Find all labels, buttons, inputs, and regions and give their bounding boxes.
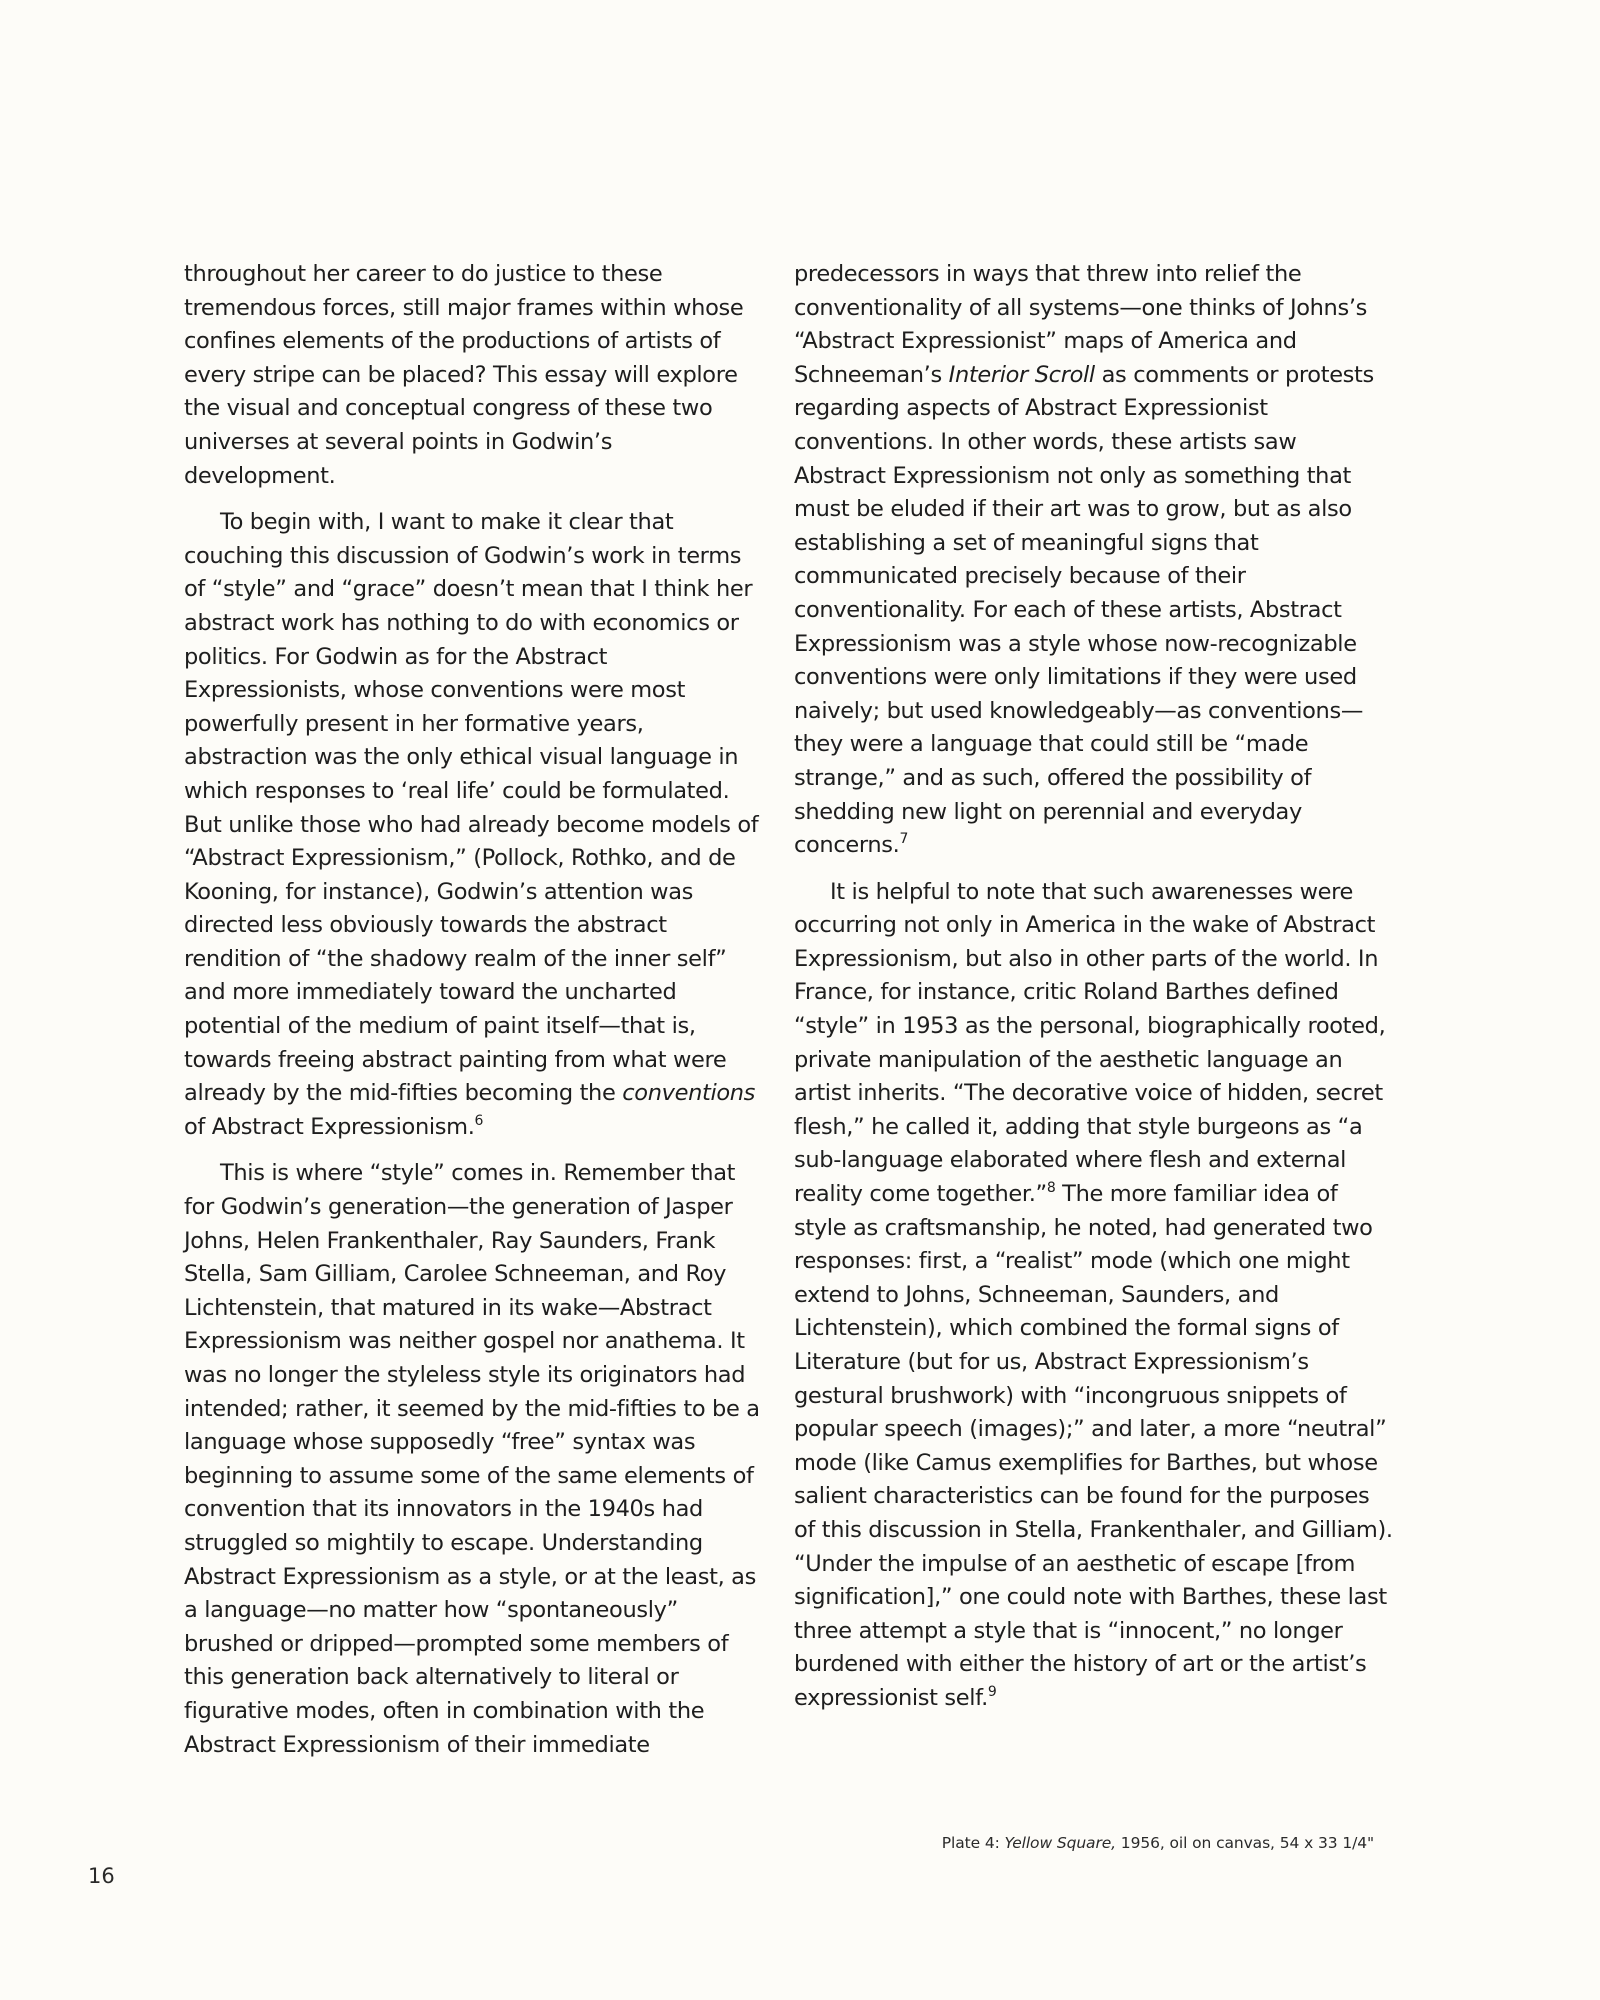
right-paragraph-1 [794, 258, 1394, 863]
right-text-column [794, 258, 1394, 1716]
right-paragraph-2-text-a: It is helpful to note that such awarenesses were occurring not only in America in the wake of Abstract Expressionism, but also in other parts of the world. In France, for instance, critic Roland Barthes defined “style” in 1953 as the personal, biographically rooted, private manipulation of the aesthetic language an artist inherits. “The decorative voice of hidden, secret flesh,” he called it, adding that style burgeons as “a sub-language elaborated where flesh and external reality come together.” [794, 878, 1386, 1208]
right-paragraph-2 [794, 876, 1394, 1716]
left-paragraph-1 [184, 258, 768, 493]
left-paragraph-2 [184, 506, 768, 1144]
footnote-ref-6: 6 [474, 1112, 484, 1129]
left-paragraph-2-text-b: of Abstract Expressionism. [184, 1113, 475, 1140]
caption-details: 1956, oil on canvas, 54 x 33 1/4" [1115, 1834, 1374, 1852]
emphasis-interior-scroll: Interior Scroll [948, 361, 1095, 388]
right-paragraph-2-text-b: The more familiar idea of style as craftsmanship, he noted, had generated two responses: first, a “realist” mode (which one might extend to Johns, Schneeman, Saunders, and Lichtenstein), which combined the formal signs of Literature (but for us, Abstract Expressionism’s gestural brushwork) with “incongruous snippets of popular speech (images);” and later, a more “neutral” mode (like Camus exemplifies for Barthes, but whose salient characteristics can be found for the purposes of this discussion in Stella, Frankenthaler, and Gilliam). “Under the impulse of an aesthetic of escape [from signification],” one could note with Barthes, these last three attempt a style that is “innocent,” no longer burdened with either the history of art or the artist’s expressionist self. [794, 1181, 1393, 1711]
left-paragraph-2-text-a: To begin with, I want to make it clear that couching this discussion of Godwin’s work in terms of “style” and “grace” doesn’t mean that I think her abstract work has nothing to do with economics or politics. For Godwin as for the Abstract Expressionists, whose conventions were most powerfully present in her formative years, abstraction was the only ethical visual language in which responses to ‘real life’ could be formulated. But unlike those who had already become models of “Abstract Expressionism,” (Pollock, Rothko, and de Kooning, for instance), Godwin’s attention was directed less obviously towards the abstract rendition of “the shadowy realm of the inner self” and more immediately toward the uncharted potential of the medium of paint itself—that is, towards freeing abstract painting from what were already by the mid-fifties becoming the [184, 509, 759, 1107]
caption-title: Yellow Square, [1004, 1834, 1116, 1852]
plate-caption [942, 1834, 1374, 1852]
left-text-column [184, 258, 768, 1762]
right-paragraph-1-text-b: as comments or protests regarding aspects of Abstract Expressionist conventions. In other words, these artists saw Abstract Expressionism not only as something that must be eluded if their art was to grow, but as also establishing a set of meaningful signs that communicated precisely because of their conventionality. For each of these artists, Abstract Expressionism was a style whose now-recognizable conventions were only limitations if they were used naively; but used knowledgeably—as conventions—they were a language that could still be “made strange,” and as such, offered the possibility of shedding new light on perennial and everyday concerns. [794, 361, 1374, 859]
caption-prefix: Plate 4: [941, 1834, 1005, 1852]
left-paragraph-1-text: throughout her career to do justice to these tremendous forces, still major frames within whose confines elements of the productions of artists of every stripe can be placed? This essay will explore the visual and conceptual congress of these two universes at several points in Godwin’s development. [184, 261, 744, 489]
right-paragraph-1-text-a: predecessors in ways that threw into relief the conventionality of all systems—one thinks of Johns’s “Abstract Expressionist” maps of America and Schneeman’s [794, 261, 1368, 388]
left-paragraph-3 [184, 1157, 768, 1762]
footnote-ref-7: 7 [899, 831, 909, 848]
page-number: 16 [88, 1864, 115, 1888]
emphasis-conventions: conventions [622, 1080, 756, 1107]
left-paragraph-3-text: This is where “style” comes in. Remember that for Godwin’s generation—the generation of Jasper Johns, Helen Frankenthaler, Ray Saunders, Frank Stella, Sam Gilliam, Carolee Schneeman, and Roy Lichtenstein, that matured in its wake—Abstract Expressionism was neither gospel nor anathema. It was no longer the styleless style its originators had intended; rather, it seemed by the mid-fifties to be a language whose supposedly “free” syntax was beginning to assume some of the same elements of convention that its innovators in the 1940s had struggled so mightily to escape. Understanding Abstract Expressionism as a style, or at the least, as a language—no matter how “spontaneously” brushed or dripped—prompted some members of this generation back alternatively to literal or figurative modes, often in combination with the Abstract Expressionism of their immediate [184, 1160, 760, 1758]
footnote-ref-8: 8 [1046, 1180, 1056, 1197]
footnote-ref-9: 9 [987, 1683, 997, 1700]
